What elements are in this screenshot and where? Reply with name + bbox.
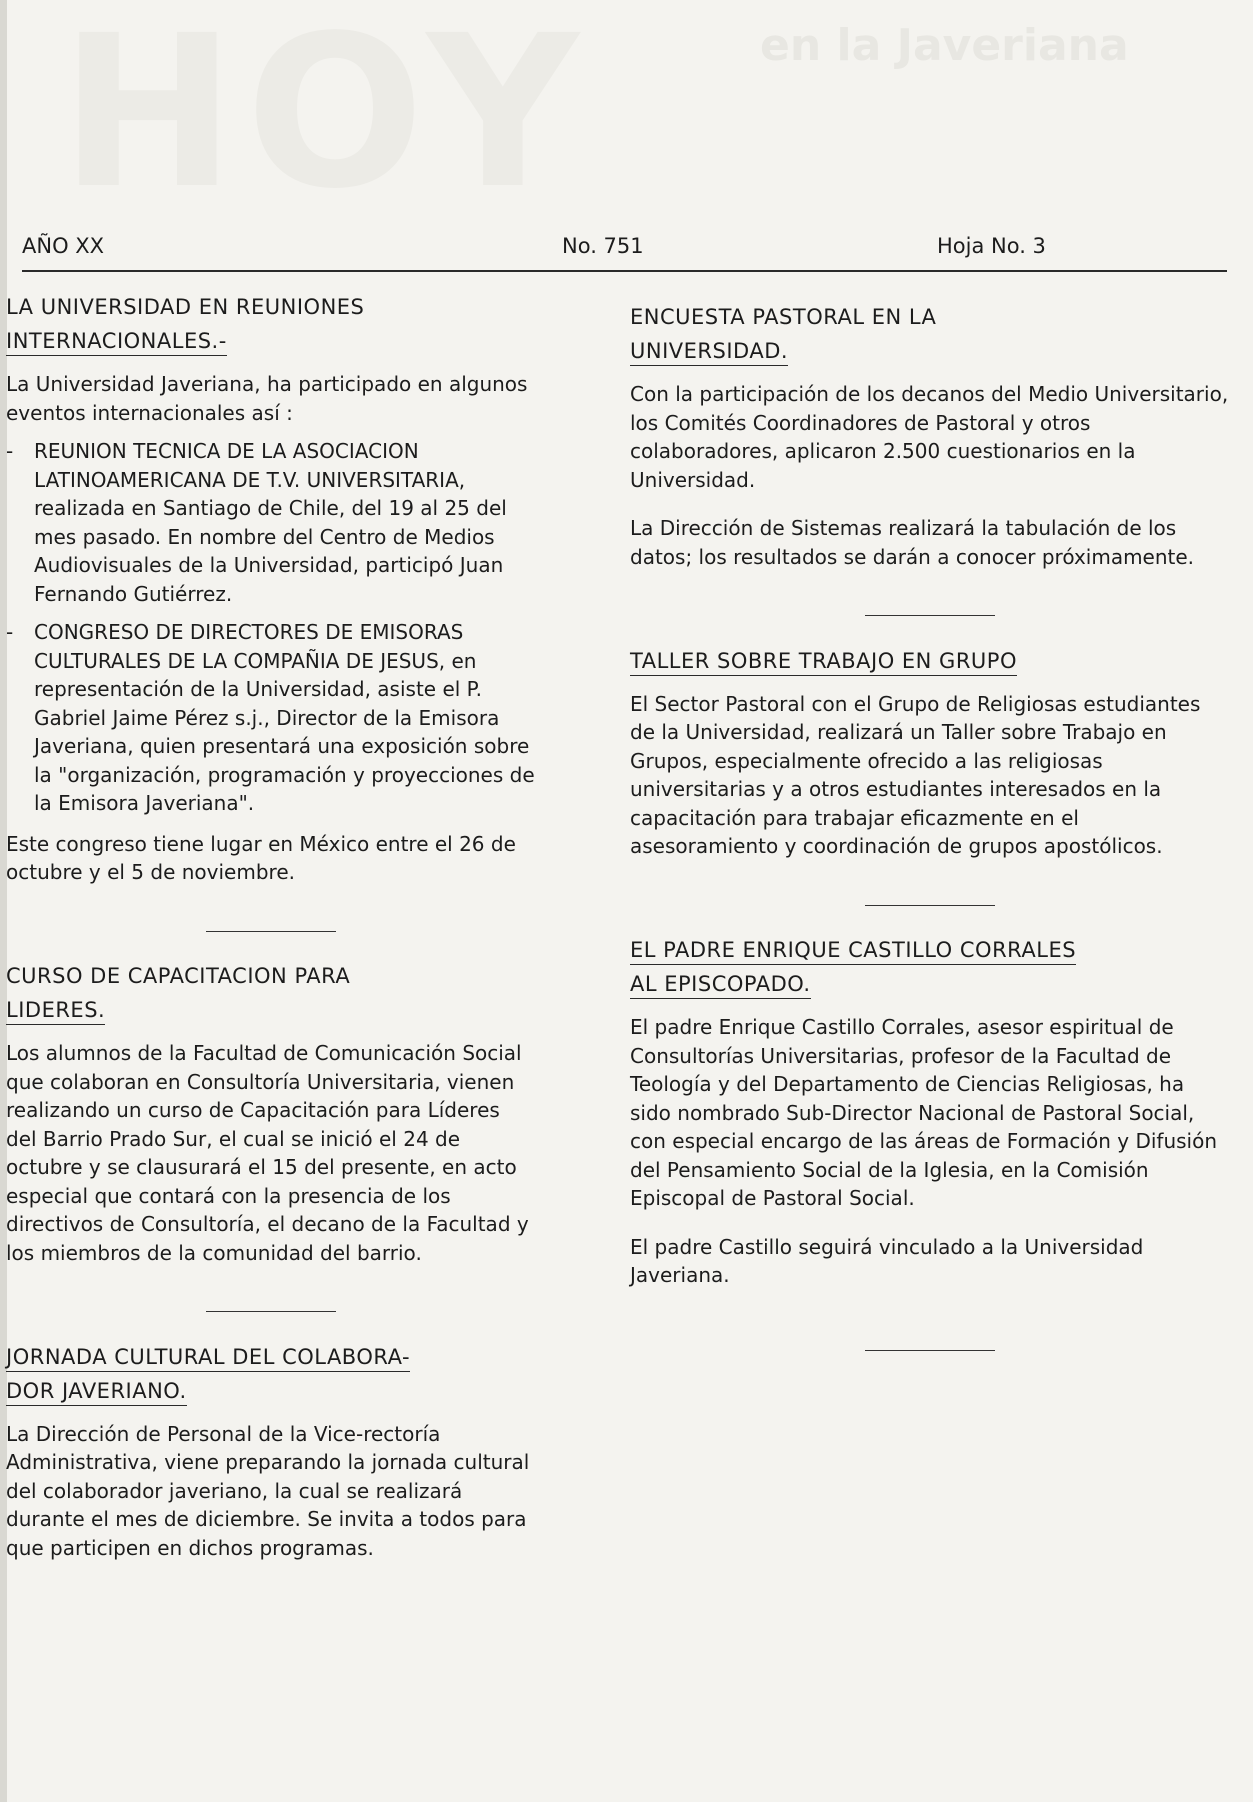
heading-line: INTERNACIONALES.- xyxy=(6,329,227,356)
bleed-through-title: en la Javeriana xyxy=(760,20,1129,71)
heading-line: LIDERES. xyxy=(6,998,105,1025)
section-body: Los alumnos de la Facultad de Comunicación Social que colaboran en Consultoría Universitaria, vienen realizando un curso de Capacitación para Líderes del Barrio Prado Sur, el cual se inició el 24 de octubre y se clausurará el 15 del presente, en acto especial que contará con la presencia de los directivos de Consultoría, el decano de la Facultad y los miembros de la comunidad del barrio. xyxy=(6,1041,529,1265)
section-body: Con la participación de los decanos del Medio Universitario, los Comités Coordinadores de Pastoral y otros colaboradores, aplicaron 2.500 cuestionarios en la Universidad. xyxy=(630,382,1229,492)
section-body: La Dirección de Sistemas realizará la tabulación de los datos; los resultados se darán a conocer próximamente. xyxy=(630,516,1195,569)
sheet-number: Hoja No. 3 xyxy=(937,234,1046,258)
separator-rule xyxy=(630,595,1230,624)
section-heading xyxy=(6,1340,536,1408)
list-item xyxy=(6,437,536,608)
section-heading xyxy=(630,300,1230,368)
heading-line: TALLER SOBRE TRABAJO EN GRUPO xyxy=(630,649,1017,676)
list-item-text: REUNION TECNICA DE LA ASOCIACION LATINOAMERICANA DE T.V. UNIVERSITARIA, realizada en Santiago de Chile, del 19 al 25 del mes pasado. En nombre del Centro de Medios Audiovisuales de la Universidad, participó Juan Fernando Gutiérrez. xyxy=(34,439,507,606)
heading-line: DOR JAVERIANO. xyxy=(6,1379,187,1406)
page-header xyxy=(22,226,1227,272)
heading-line: AL EPISCOPADO. xyxy=(630,972,811,999)
separator-rule xyxy=(6,911,536,940)
section-intro: La Universidad Javeriana, ha participado en algunos eventos internacionales así : xyxy=(6,372,528,425)
separator-rule xyxy=(630,1330,1230,1359)
bullet-dash: - xyxy=(6,620,14,644)
section-body: La Dirección de Personal de la Vice-rectoría Administrativa, viene preparando la jornada cultural del colaborador javeriano, la cual se realizará durante el mes de diciembre. Se invita a todos para que participen en dichos programas. xyxy=(6,1421,530,1560)
section-heading xyxy=(6,959,536,1027)
heading-line: ENCUESTA PASTORAL EN LA xyxy=(630,305,937,329)
list-item xyxy=(6,618,536,818)
section-body: El padre Castillo seguirá vinculado a la Universidad Javeriana. xyxy=(630,1234,1144,1287)
heading-line: LA UNIVERSIDAD EN REUNIONES xyxy=(6,295,365,319)
section-heading xyxy=(6,290,536,358)
bleed-through-logo: HOY xyxy=(60,0,589,235)
right-column xyxy=(630,300,1230,1378)
heading-line: JORNADA CULTURAL DEL COLABORA- xyxy=(6,1345,410,1372)
section-body: El padre Enrique Castillo Corrales, asesor espiritual de Consultorías Universitarias, profesor de la Facultad de Teología y del Departamento de Ciencias Religiosas, ha sido nombrado Sub-Director Nacional de Pastoral Social, con especial encargo de las áreas de Formación y Difusión del Pensamiento Social de la Iglesia, en la Comisión Episcopal de Pastoral Social. xyxy=(630,1015,1218,1210)
separator-rule xyxy=(6,1291,536,1320)
list-item-text: CONGRESO DE DIRECTORES DE EMISORAS CULTURALES DE LA COMPAÑIA DE JESUS, en representación de la Universidad, asiste el P. Gabriel Jaime Pérez s.j., Director de la Emisora Javeriana, quien presentará una exposición sobre la "organización, programación y proyecciones de la Emisora Javeriana". xyxy=(34,620,535,815)
left-column xyxy=(6,290,536,1562)
section-heading xyxy=(630,644,1230,678)
separator-rule xyxy=(630,885,1230,914)
section-heading xyxy=(630,933,1230,1001)
year-label: AÑO XX xyxy=(22,234,105,258)
heading-line: UNIVERSIDAD. xyxy=(630,339,788,366)
section-body: El Sector Pastoral con el Grupo de Religiosas estudiantes de la Universidad, realizará un Taller sobre Trabajo en Grupos, especialmente ofrecido a las religiosas universitarias y a otros estudiantes interesados en la capacitación para trabajar eficazmente en el asesoramiento y coordinación de grupos apostólicos. xyxy=(630,691,1201,858)
bullet-dash: - xyxy=(6,439,14,463)
section-closing: Este congreso tiene lugar en México entre el 26 de octubre y el 5 de noviembre. xyxy=(6,831,516,884)
issue-number: No. 751 xyxy=(562,234,644,258)
heading-line: CURSO DE CAPACITACION PARA xyxy=(6,964,351,988)
heading-line: EL PADRE ENRIQUE CASTILLO CORRALES xyxy=(630,938,1076,965)
